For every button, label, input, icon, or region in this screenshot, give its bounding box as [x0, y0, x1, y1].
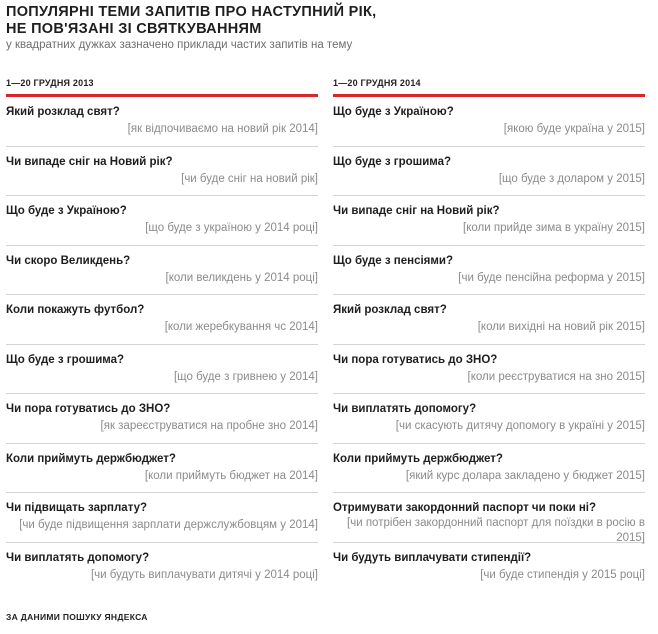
query-example: [як зареєструватися на пробне зно 2014] [100, 420, 318, 432]
column-2014 [333, 76, 645, 592]
topic-question: Що буде з Україною? [333, 106, 454, 118]
query-list [333, 97, 645, 592]
title-line-1: ПОПУЛЯРНІ ТЕМИ ЗАПИТІВ ПРО НАСТУПНИЙ РІК, [6, 4, 377, 20]
list-item [6, 97, 318, 147]
list-item [333, 196, 645, 246]
list-item [333, 493, 645, 543]
list-item [333, 543, 645, 593]
list-item [333, 97, 645, 147]
list-item [333, 444, 645, 494]
column-heading: 1—20 ГРУДНЯ 2013 [6, 78, 94, 88]
query-example: [чи потрібен закордонний паспорт для поїздки в росію в 2015] [347, 517, 645, 544]
page-title [6, 4, 376, 38]
query-example: [чи буде сніг на новий рік] [181, 172, 318, 185]
query-example: [коли жеребкування чс 2014] [164, 321, 318, 333]
query-example: [коли вихідні на новий рік 2015] [477, 321, 645, 333]
column-2013 [6, 76, 318, 592]
query-example: [якою буде україна у 2015] [503, 123, 645, 135]
list-item [6, 147, 318, 197]
topic-question: Коли приймуть держбюджет? [6, 452, 176, 465]
topic-question: Який розклад свят? [6, 106, 120, 118]
topic-question: Чи пора готуватись до ЗНО? [333, 353, 498, 366]
title-line-2: НЕ ПОВ'ЯЗАНІ ЗІ СВЯТКУВАННЯМ [6, 21, 262, 37]
query-example: [чи скасують дитячу допомогу в україні у 2015] [395, 420, 645, 432]
query-example: [коли великдень у 2014 році] [165, 271, 318, 284]
topic-question: Що буде з Україною? [6, 205, 127, 217]
topic-question: Коли приймуть держбюджет? [333, 452, 503, 465]
list-item [6, 444, 318, 494]
list-item [333, 147, 645, 197]
query-example: [чи будуть виплачувати дитячі у 2014 році] [90, 568, 318, 581]
query-example: [коли приймуть бюджет на 2014] [144, 469, 318, 482]
list-item [333, 394, 645, 444]
topic-question: Чи будуть виплачувати стипендії? [333, 551, 532, 564]
list-item [6, 246, 318, 296]
topic-question: Отримувати закордонний паспорт чи поки ні? [333, 502, 597, 514]
query-example: [як відпочиваємо на новий рік 2014] [127, 123, 318, 135]
topic-question: Чи виплатять допомогу? [6, 551, 150, 564]
query-example: [коли прийде зима в україну 2015] [463, 222, 645, 234]
list-item [333, 345, 645, 395]
query-example: [що буде з доларом у 2015] [498, 172, 645, 185]
list-item [6, 345, 318, 395]
topic-question: Чи скоро Великдень? [6, 254, 131, 267]
list-item [6, 394, 318, 444]
page-subtitle: у квадратних дужках зазначено приклади частих запитів на тему [6, 39, 353, 51]
topic-question: Що буде з пенсіями? [333, 254, 453, 267]
topic-question: Чи пора готуватись до ЗНО? [6, 403, 171, 415]
source-footer: ЗА ДАНИМИ ПОШУКУ ЯНДЕКСА [6, 612, 148, 622]
topic-question: Що буде з грошима? [333, 155, 452, 168]
topic-question: Чи виплатять допомогу? [333, 403, 477, 415]
list-item [6, 196, 318, 246]
list-item [333, 295, 645, 345]
query-example: [що буде з україною у 2014 році] [145, 222, 318, 234]
column-heading: 1—20 ГРУДНЯ 2014 [333, 78, 421, 88]
query-example: [чи буде пенсійна реформа у 2015] [458, 271, 645, 284]
query-example: [чи буде стипендія у 2015 році] [480, 568, 645, 581]
query-list [6, 97, 318, 592]
list-item [6, 295, 318, 345]
topic-question: Чи випаде сніг на Новий рік? [6, 155, 173, 168]
query-example: [чи буде підвищення зарплати держслужбовцям у 2014] [19, 519, 318, 531]
list-item [333, 246, 645, 296]
topic-question: Чи випаде сніг на Новий рік? [333, 205, 500, 217]
topic-question: Коли покажуть футбол? [6, 304, 145, 316]
query-example: [який курс долара закладено у бюджет 2015] [405, 469, 645, 482]
query-example: [що буде з гривнею у 2014] [173, 370, 318, 383]
list-item [6, 543, 318, 593]
topic-question: Чи підвищать зарплату? [6, 502, 148, 514]
list-item [6, 493, 318, 543]
query-example: [коли реєструватися на зно 2015] [467, 370, 645, 383]
topic-question: Який розклад свят? [333, 304, 447, 316]
topic-question: Що буде з грошима? [6, 353, 125, 366]
